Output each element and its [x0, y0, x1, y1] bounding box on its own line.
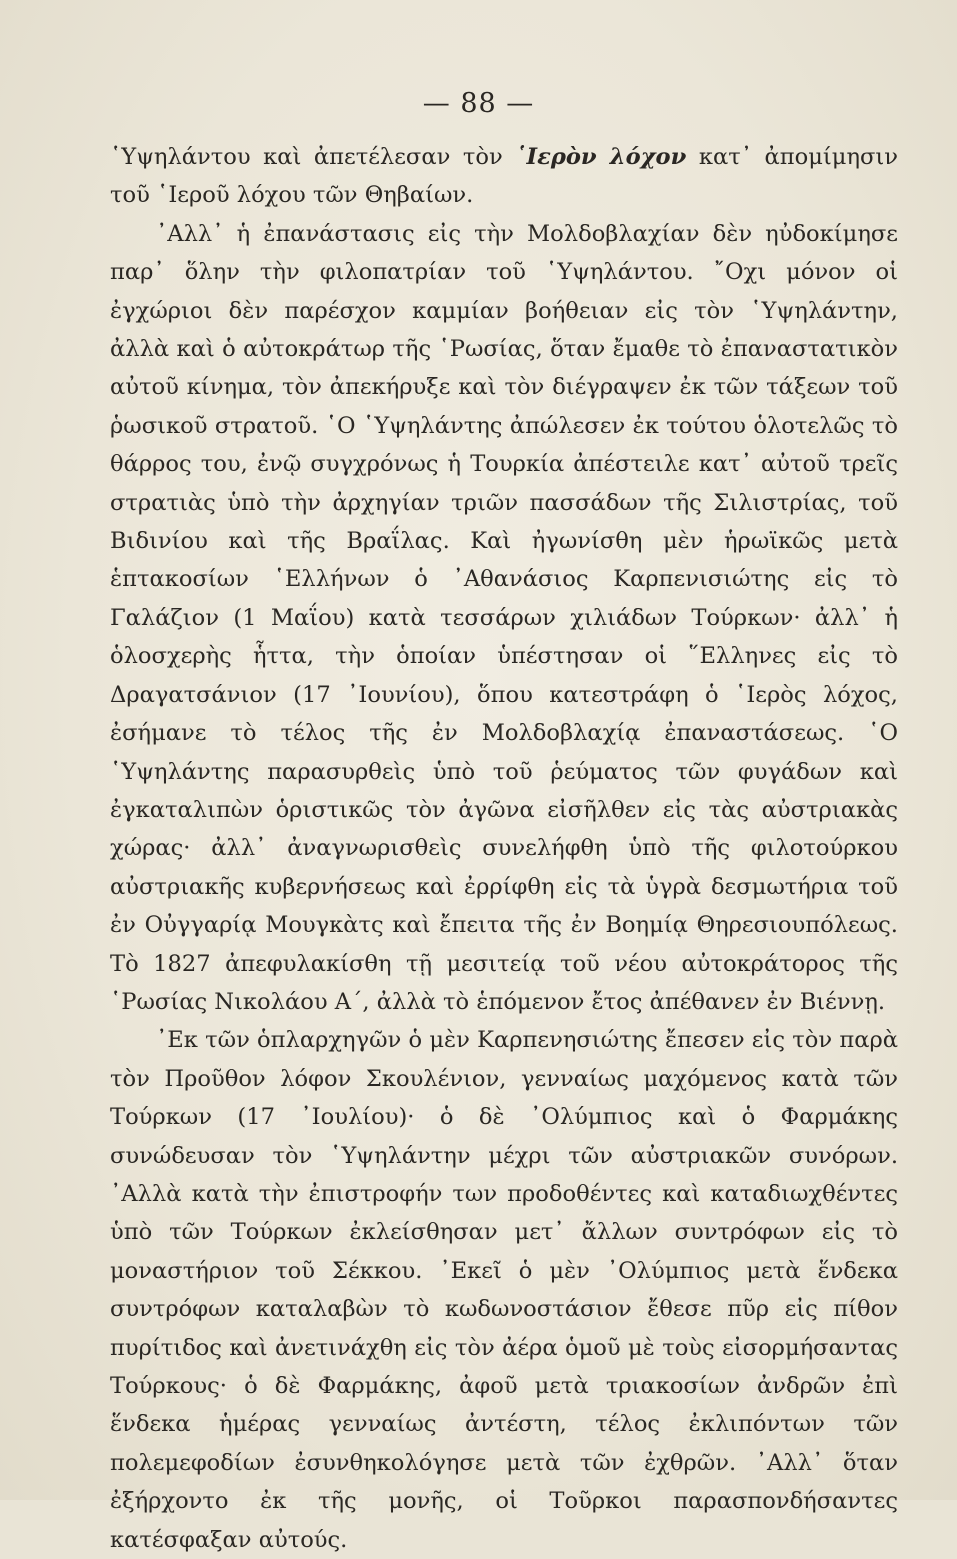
paragraph-2: ᾽Αλλ᾽ ἡ ἐπανάστασις εἰς τὴν Μολδοβλαχίαν δὲν ηὐδοκίμησε παρ᾽ ὅλην τὴν φιλοπατρίαν τοῦ ῾Υψηλάντου. ῎Οχι μόνον οἱ ἐγχώριοι δὲν παρέσχον καμμίαν βοήθειαν εἰς τὸν ῾Υψηλάντην, ἀλλὰ καὶ ὁ αὐτοκράτωρ τῆς ῾Ρωσίας, ὅταν ἔμαθε τὸ ἐπαναστατικὸν αὐτοῦ κίνημα, τὸν ἀπεκήρυξε καὶ τὸν διέγραψεν ἐκ τῶν τάξεων τοῦ ῥωσικοῦ στρατοῦ. ῾Ο ῾Υψηλάντης ἀπώλεσεν ἐκ τούτου ὁλοτελῶς τὸ θάρρος του, ἐνῷ συγχρόνως ἡ Τουρκία ἀπέστειλε κατ᾽ αὐτοῦ τρεῖς στρατιὰς ὑπὸ τὴν ἀρχηγίαν τριῶν πασσάδων τῆς Σιλιστρίας, τοῦ Βιδινίου καὶ τῆς Βραΐλας. Καὶ ἠγωνίσθη μὲν ἡρωϊκῶς μετὰ ἑπτακοσίων ῾Ελλήνων ὁ ᾽Αθανάσιος Καρπενισιώτης εἰς τὸ Γαλάζιον (1 Μαΐου) κατὰ τεσσάρων χιλιάδων Τούρκων· ἀλλ᾽ ἡ ὁλοσχερὴς ἧττα, τὴν ὁποίαν ὑπέστησαν οἱ ῞Ελληνες εἰς τὸ Δραγατσάνιον (17 ᾽Ιουνίου), ὅπου κατεστράφη ὁ ῾Ιερὸς λόχος, ἐσήμανε τὸ τέλος τῆς ἐν Μολδοβλαχίᾳ ἐπαναστάσεως. ῾Ο ῾Υψηλάντης παρασυρθεὶς ὑπὸ τοῦ ῥεύματος τῶν φυγάδων καὶ ἐγκαταλιπὼν ὁριστικῶς τὸν ἀγῶνα εἰσῆλθεν εἰς τὰς αὐστριακὰς χώρας· ἀλλ᾽ ἀναγνωρισθεὶς συνελήφθη ὑπὸ τῆς φιλοτούρκου αὐστριακῆς κυβερνήσεως καὶ ἐρρίφθη εἰς τὰ ὑγρὰ δεσμωτήρια τοῦ ἐν Οὐγγαρίᾳ Μουγκὰτς καὶ ἔπειτα τῆς ἐν Βοημίᾳ Θηρεσιουπόλεως. Τὸ 1827 ἀπεφυλακίσθη τῇ μεσιτείᾳ τοῦ νέου αὐτοκράτορος τῆς ῾Ρωσίας Νικολάου Α΄, ἀλλὰ τὸ ἑπόμενον ἔτος ἀπέθανεν ἐν Βιέννῃ.: [110, 220, 898, 1015]
paragraph-1: [110, 138, 898, 215]
paragraph-1-text-end: κατ᾽ ἀπομίμησιν τοῦ ῾Ιεροῦ λόχου τῶν Θηβαίων.: [110, 144, 899, 209]
page-number: — 88 —: [422, 88, 535, 119]
paragraph-3: ᾽Εκ τῶν ὁπλαρχηγῶν ὁ μὲν Καρπενησιώτης ἔπεσεν εἰς τὸν παρὰ τὸν Προῦθον λόφον Σκουλένιον, γενναίως μαχόμενος κατὰ τῶν Τούρκων (17 ᾽Ιουλίου)· ὁ δὲ ᾽Ολύμπιος καὶ ὁ Φαρμάκης συνώδευσαν τὸν ῾Υψηλάντην μέχρι τῶν αὐστριακῶν συνόρων. ᾽Αλλὰ κατὰ τὴν ἐπιστροφήν των προδοθέντες καὶ καταδιωχθέντες ὑπὸ τῶν Τούρκων ἐκλείσθησαν μετ᾽ ἄλλων συντρόφων εἰς τὸ μοναστήριον τοῦ Σέκκου. ᾽Εκεῖ ὁ μὲν ᾽Ολύμπιος μετὰ ἕνδεκα συντρόφων καταλαβὼν τὸ κωδωνοστάσιον ἔθεσε πῦρ εἰς πίθον πυρίτιδος καὶ ἀνετινάχθη εἰς τὸν ἀέρα ὁμοῦ μὲ τοὺς εἰσορμήσαντας Τούρκους· ὁ δὲ Φαρμάκης, ἀφοῦ μετὰ τριακοσίων ἀνδρῶν ἐπὶ ἕνδεκα ἡμέρας γενναίως ἀντέστη, τέλος ἐκλιπόντων τῶν πολεμεφοδίων ἐσυνθηκολόγησε μετὰ τῶν ἐχθρῶν. ᾽Αλλ᾽ ὅταν ἐξήρχοντο ἐκ τῆς μονῆς, οἱ Τοῦρκοι παρασπονδήσαντες κατέσφαξαν αὐτούς.: [110, 1027, 898, 1553]
sacred-band-term: ῾Ιερὸν λόχον: [515, 144, 687, 170]
paragraph-1-text-start: ῾Υψηλάντου καὶ ἀπετέλεσαν τὸν: [110, 144, 516, 170]
body-text: [110, 138, 898, 1559]
